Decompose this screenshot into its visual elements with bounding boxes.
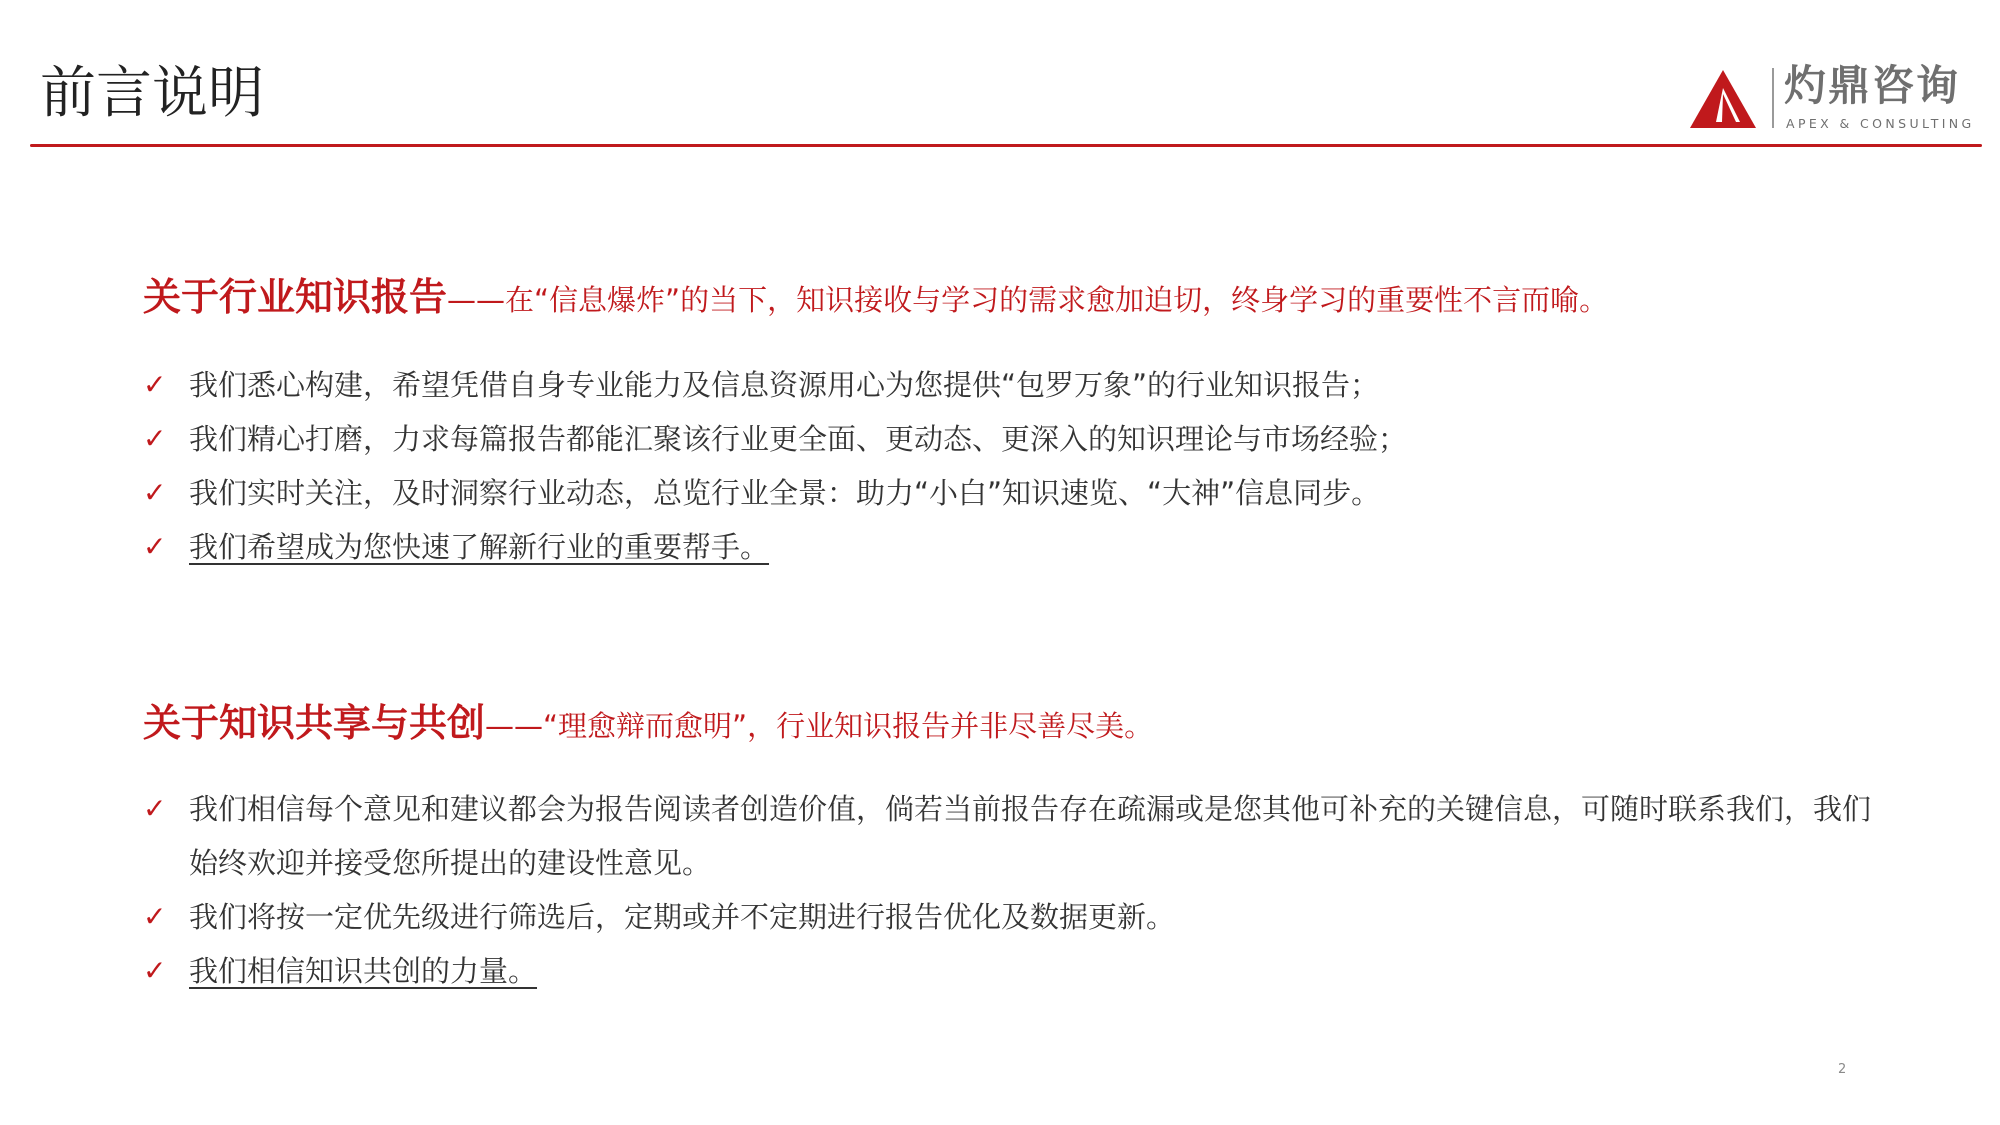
section-list-industry-reports [143, 358, 1407, 574]
check-mark-icon: ✓ [143, 792, 167, 825]
page-title: 前言说明 [40, 61, 264, 126]
list-item-text: 我们实时关注，及时洞察行业动态，总览行业全景：助力“小白”知识速览、“大神”信息同步。 [189, 476, 1381, 510]
check-mark-icon: ✓ [143, 530, 167, 563]
check-mark-icon: ✓ [143, 476, 167, 509]
section-tagline: ——“理愈辩而愈明”，行业知识报告并非尽善尽美。 [485, 709, 1154, 743]
list-item-text-underlined: 我们相信知识共创的力量。 [189, 954, 538, 988]
section-list-knowledge-sharing [143, 782, 1889, 998]
header-divider [30, 144, 1982, 147]
triangle-logo-icon [1688, 68, 1758, 130]
logo-name-cn: 灼鼎咨询 [1784, 61, 1961, 110]
check-mark-icon: ✓ [143, 422, 167, 455]
list-item [143, 890, 1889, 944]
list-item-text: 我们将按一定优先级进行筛选后，定期或并不定期进行报告优化及数据更新。 [189, 900, 1176, 934]
section-tagline: ——在“信息爆炸”的当下，知识接收与学习的需求愈加迫切，终身学习的重要性不言而喻。 [447, 283, 1609, 317]
list-item [143, 782, 1889, 890]
list-item-text: 我们精心打磨，力求每篇报告都能汇聚该行业更全面、更动态、更深入的知识理论与市场经验； [189, 422, 1408, 456]
check-mark-icon: ✓ [143, 954, 167, 987]
list-item-text: 我们悉心构建，希望凭借自身专业能力及信息资源用心为您提供“包罗万象”的行业知识报告； [189, 368, 1380, 402]
section-title: 关于知识共享与共创 [143, 701, 486, 745]
check-mark-icon: ✓ [143, 368, 167, 401]
list-item [143, 944, 1889, 998]
list-item [143, 358, 1407, 412]
list-item-text-underlined: 我们希望成为您快速了解新行业的重要帮手。 [189, 530, 770, 564]
page-number: 2 [1838, 1062, 1847, 1077]
section-heading-industry-reports [143, 266, 1608, 321]
list-item [143, 466, 1407, 520]
logo-name-en: APEX & CONSULTING [1786, 116, 1975, 131]
list-item-text: 我们相信每个意见和建议都会为报告阅读者创造价值，倘若当前报告存在疏漏或是您其他可补充的关键信息，可随时联系我们，我们始终欢迎并接受您所提出的建设性意见。 [189, 792, 1872, 880]
check-mark-icon: ✓ [143, 900, 167, 933]
list-item [143, 520, 1407, 574]
section-title: 关于行业知识报告 [143, 275, 448, 319]
section-heading-knowledge-sharing [143, 692, 1153, 747]
logo-divider [1772, 68, 1774, 128]
company-logo [1688, 61, 1975, 132]
list-item [143, 412, 1407, 466]
